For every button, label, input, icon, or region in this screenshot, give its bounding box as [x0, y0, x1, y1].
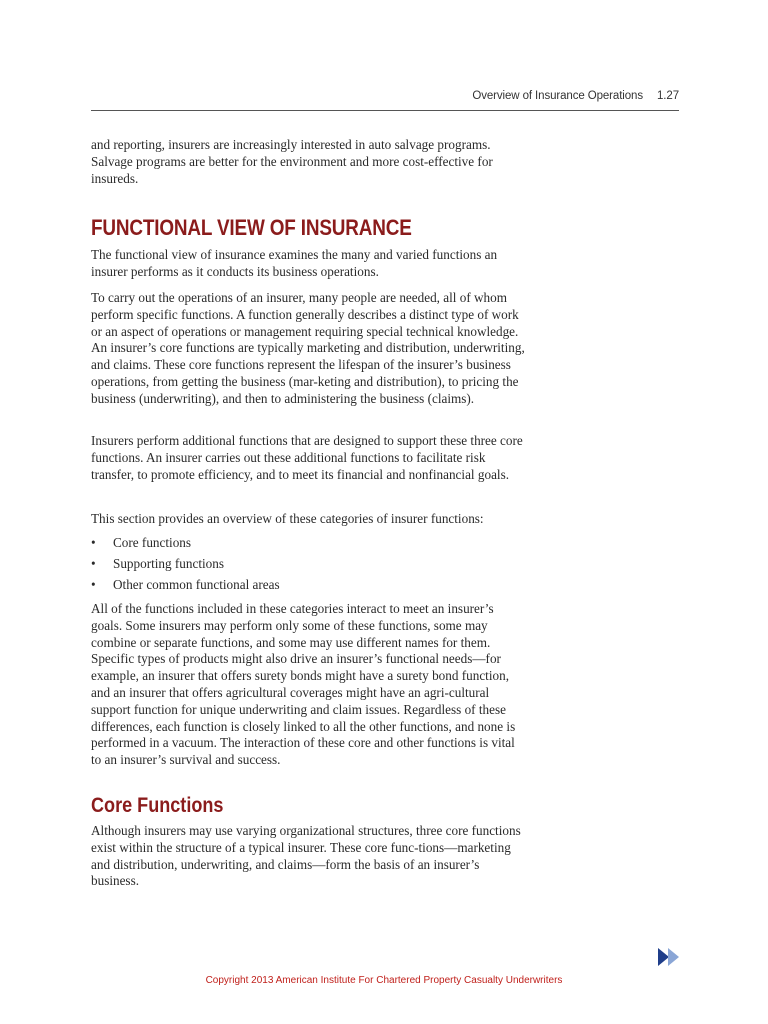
running-header-title: Overview of Insurance Operations	[472, 90, 644, 102]
paragraph-functional-view: The functional view of insurance examines the many and varied functions an insurer performs as it conducts its business operations.	[91, 247, 498, 279]
list-item-label: Other common functional areas	[113, 577, 280, 592]
list-item-label: Supporting functions	[113, 556, 224, 571]
paragraph-interaction: All of the functions included in these categories interact to meet an insurer’s goals. Some insurers may perform only some of these functions, some may combine or separate functions, and some may use different names for them. Specific types of products might also drive an insurer’s functional needs—for example, an insurer that offers surety bonds might have a surety bond function, and an insurer that offers agricultural coverages might have an agri-cultural support function for unique underwriting and claim issues. Regardless of these differences, each function is closely linked to all the other functions, and none is performed in a vacuum. The interaction of these core and other functions is vital to an insurer’s survival and success.	[91, 601, 516, 768]
primary-arrow	[658, 948, 669, 966]
paragraph-overview-intro: This section provides an overview of these categories of insurer functions:	[91, 511, 484, 526]
list-item	[91, 556, 280, 577]
section-heading: FUNCTIONAL VIEW OF INSURANCE	[91, 215, 412, 240]
running-header	[91, 90, 679, 111]
copyright-footer: Copyright 2013 American Institute For Chartered Property Casualty Underwriters	[205, 975, 563, 986]
bullet-icon: •	[91, 577, 96, 592]
intro-paragraph: and reporting, insurers are increasingly interested in auto salvage programs. Salvage programs are better for the environment and more cost-effective for insureds.	[91, 137, 493, 186]
paragraph-operations: To carry out the operations of an insurer, many people are needed, all of whom perform specific functions. A function generally describes a distinct type of work or an aspect of operations or management requiring special technical knowledge. An insurer’s core functions are typically marketing and distribution, underwriting, and claims. These core functions represent the lifespan of the insurer’s business operations, from getting the business (mar-keting and distribution), to pricing the business (underwriting), and then to administering the business (claims).	[91, 290, 525, 406]
list-item	[91, 577, 280, 598]
paragraph-additional-functions: Insurers perform additional functions that are designed to support these three core functions. An insurer carries out these additional functions to facilitate risk transfer, to promote efficiency, and to meet its financial and nonfinancial goals.	[91, 433, 523, 482]
next-page-button[interactable]	[657, 947, 681, 967]
bullet-icon: •	[91, 535, 96, 550]
subsection-heading: Core Functions	[91, 794, 224, 817]
page-number: 1.27	[657, 90, 679, 102]
paragraph-core-functions: Although insurers may use varying organizational structures, three core functions exist within the structure of a typical insurer. These core func-tions—marketing and distribution, underwriting, and claims—form the basis of an insurer’s business.	[91, 823, 521, 889]
list-item-label: Core functions	[113, 535, 192, 550]
function-category-list	[91, 535, 280, 598]
double-triangle-right-icon	[657, 947, 681, 967]
bullet-icon: •	[91, 556, 96, 571]
secondary-arrow	[668, 948, 679, 966]
list-item	[91, 535, 280, 556]
